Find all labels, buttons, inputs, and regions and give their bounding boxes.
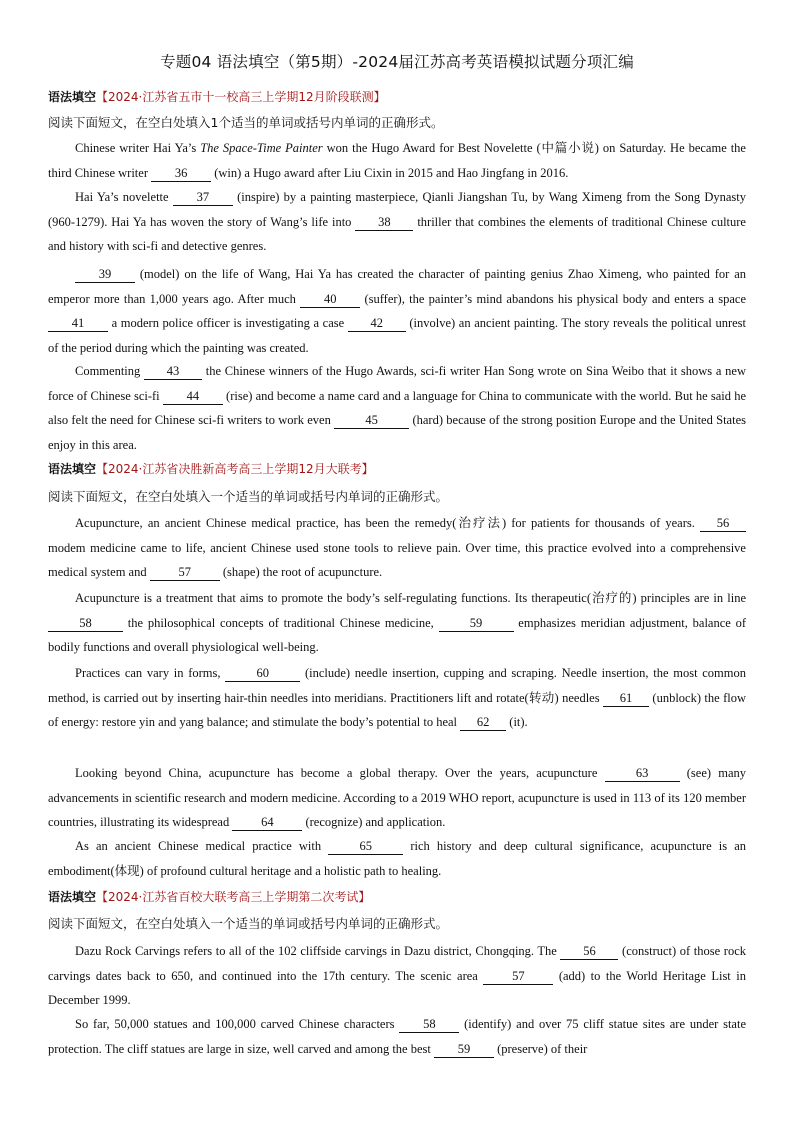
section-3-header — [48, 888, 370, 905]
s1-paragraph-1: Chinese writer Hai Ya’s The Space-Time Painter won the Hugo Award for Best Novelette (中篇小说) on Saturday. He became the third Chinese writer 36 (win) a Hugo award after Liu Cixin in 2015 and Hao Jingfang in 2016. — [48, 141, 746, 180]
section-type-label: 语法填空 — [48, 462, 97, 476]
section-2-instruction: 阅读下面短文，在空白处填入一个适当的单词或括号内单词的正确形式。 — [48, 489, 449, 504]
section-type-label: 语法填空 — [48, 890, 97, 904]
s2-paragraph-5: As an ancient Chinese medical practice with 65 rich history and deep cultural significance, acupuncture is an embodiment(体现) of profound cultural heritage and a holistic path to healing. — [48, 839, 746, 878]
section-3-instruction: 阅读下面短文，在空白处填入一个适当的单词或括号内单词的正确形式。 — [48, 916, 449, 931]
blank-57[interactable]: 57 — [483, 969, 553, 985]
blank-42[interactable]: 42 — [348, 316, 406, 332]
blank-56[interactable]: 56 — [560, 944, 618, 960]
blank-37[interactable]: 37 — [173, 190, 233, 206]
book-title: The Space-Time Painter — [200, 141, 323, 155]
blank-59[interactable]: 59 — [439, 616, 514, 632]
blank-62[interactable]: 62 — [460, 715, 506, 731]
s2-paragraph-4: Looking beyond China, acupuncture has become a global therapy. Over the years, acupuncture 63 (see) many advancements in scientific research and modern medicine. According to a 2019 WHO report, acupuncture is used in 113 of its 120 member countries, illustrating its widespread 64 (recognize) and application. — [48, 766, 747, 829]
blank-43[interactable]: 43 — [144, 364, 202, 380]
section-1-header — [48, 88, 386, 105]
blank-64[interactable]: 64 — [232, 815, 302, 831]
blank-63[interactable]: 63 — [605, 766, 680, 782]
s3-paragraph-1: Dazu Rock Carvings refers to all of the 102 cliffside carvings in Dazu district, Chongqing. The 56 (construct) of those rock carvings dates back to 650, and continued into the 17th century. The scenic area 57 (add) to the World Heritage List in December 1999. — [48, 944, 746, 1007]
blank-61[interactable]: 61 — [603, 691, 649, 707]
blank-58[interactable]: 58 — [48, 616, 123, 632]
blank-59[interactable]: 59 — [434, 1042, 494, 1058]
blank-36[interactable]: 36 — [151, 166, 211, 182]
s1-paragraph-3: 39 (model) on the life of Wang, Hai Ya has created the character of painting genius Zhao Ximeng, who painted for an emperor more than 1,000 years ago. After much 40 (suffer), the painter’s mind abandons his physical body and enters a space 41 a modern police officer is investigating a case 42 (involve) an ancient painting. The story reveals the political unrest of the period during which the painting was created. — [48, 267, 746, 355]
blank-41[interactable]: 41 — [48, 316, 108, 332]
section-2-header — [48, 460, 374, 477]
blank-56[interactable]: 56 — [700, 516, 746, 532]
section-source: 【2024·江苏省百校大联考高三上学期第二次考试】 — [96, 890, 371, 904]
s2-paragraph-2: Acupuncture is a treatment that aims to promote the body’s self-regulating functions. Its therapeutic(治疗的) principles are in line 58 the philosophical concepts of traditional Chinese medicine, 59 emphasizes meridian adjustment, balance of bodily functions and overall physiological well-being. — [48, 591, 746, 654]
s2-paragraph-3: Practices can vary in forms, 60 (include) needle insertion, cupping and scraping. Needle insertion, the most common method, is carried out by inserting hair-thin needles into meridians. Practitioners lift and rotate(转动) needles 61 (unblock) the flow of energy: restore yin and yang balance; and stimulate the body’s potential to heal 62 (it). — [48, 666, 747, 729]
blank-38[interactable]: 38 — [355, 215, 413, 231]
blank-40[interactable]: 40 — [300, 292, 360, 308]
section-source: 【2024·江苏省五市十一校高三上学期12月阶段联测】 — [96, 90, 386, 104]
s1-paragraph-2: Hai Ya’s novelette 37 (inspire) by a painting masterpiece, Qianli Jiangshan Tu, by Wang Ximeng from the Song Dynasty (960-1279). Hai Ya has woven the story of Wang’s life into 38 thriller that combines the elements of traditional Chinese culture and history with sci-fi and detective genres. — [48, 190, 747, 253]
blank-44[interactable]: 44 — [163, 389, 223, 405]
section-type-label: 语法填空 — [48, 90, 97, 104]
blank-60[interactable]: 60 — [225, 666, 300, 682]
blank-58[interactable]: 58 — [399, 1017, 459, 1033]
s3-paragraph-2: So far, 50,000 statues and 100,000 carved Chinese characters 58 (identify) and over 75 cliff statue sites are under state protection. The cliff statues are large in size, well carved and among the best 59 (preserve) of their — [48, 1017, 746, 1056]
blank-65[interactable]: 65 — [328, 839, 403, 855]
section-source: 【2024·江苏省决胜新高考高三上学期12月大联考】 — [96, 462, 374, 476]
blank-57[interactable]: 57 — [150, 565, 220, 581]
blank-45[interactable]: 45 — [334, 413, 409, 429]
s1-paragraph-4: Commenting 43 the Chinese winners of the Hugo Awards, sci-fi writer Han Song wrote on Sina Weibo that it shows a new force of Chinese sci-fi 44 (rise) and become a name card and a language for China to communicate with the world. But he said he also felt the need for Chinese sci-fi writers to work even 45 (hard) because of the strong position Europe and the United States enjoy in this area. — [48, 364, 746, 452]
s2-paragraph-1: Acupuncture, an ancient Chinese medical practice, has been the remedy(治疗法) for patients for thousands of years. 56 modem medicine came to life, ancient Chinese used stone tools to relieve pain. Over time, this practice evolved into a comprehensive medical system and 57 (shape) the root of acupuncture. — [48, 516, 746, 579]
page-title: 专题04 语法填空（第5期）-2024届江苏高考英语模拟试题分项汇编 — [160, 53, 634, 71]
section-1-instruction: 阅读下面短文，在空白处填入1个适当的单词或括号内单词的正确形式。 — [48, 115, 444, 130]
blank-39[interactable]: 39 — [75, 267, 135, 283]
